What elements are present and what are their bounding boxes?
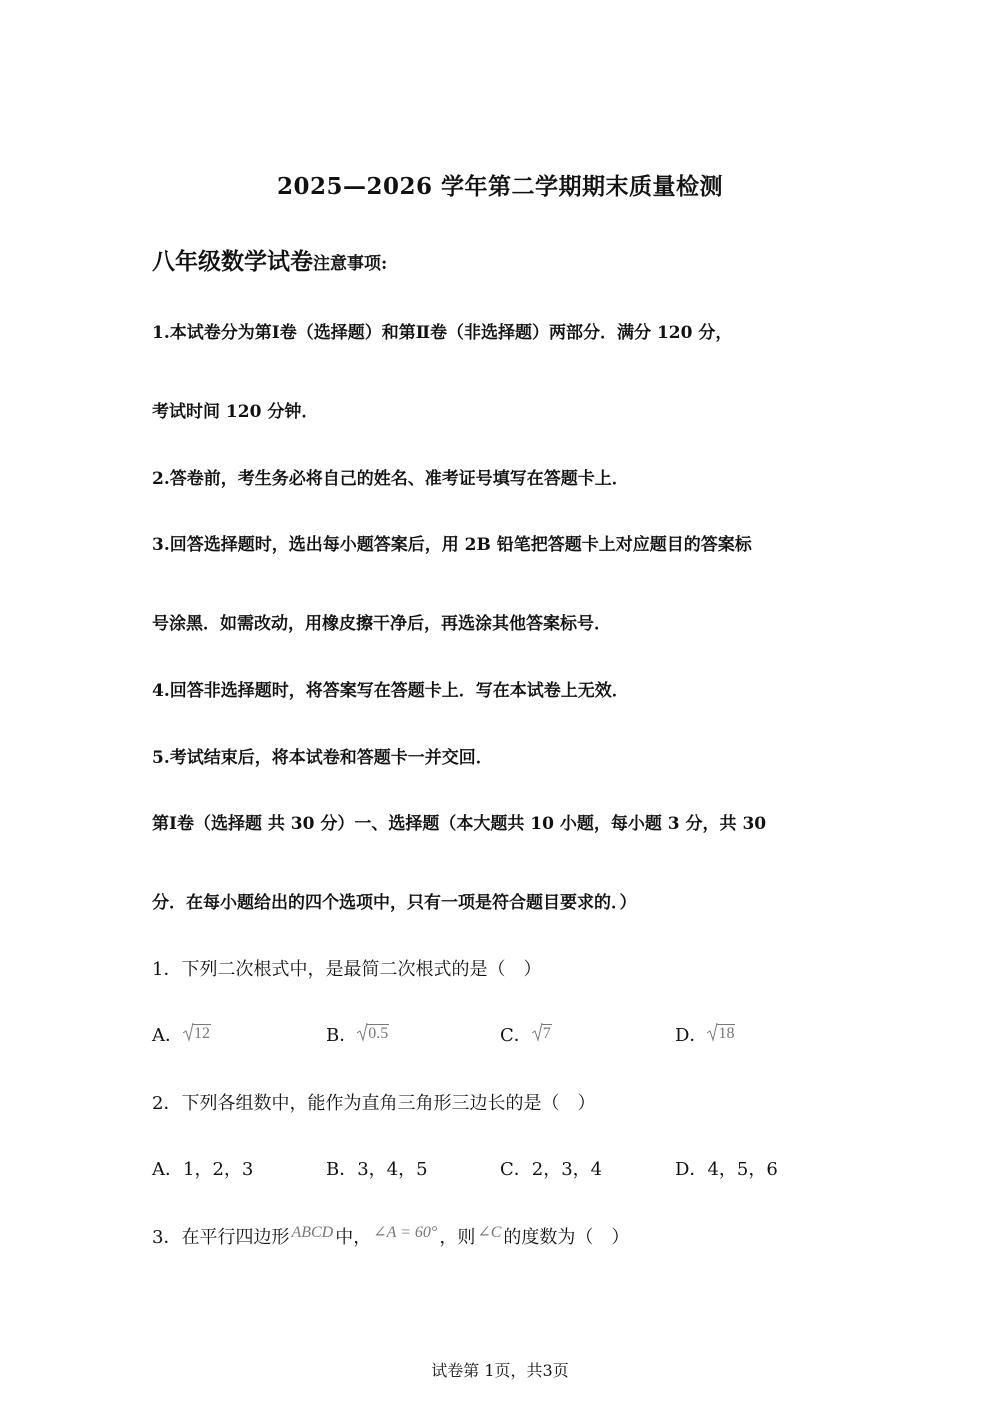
sqrt-symbol (183, 1022, 211, 1043)
radicand: 7 (542, 1025, 551, 1042)
stem-text: 3．在平行四边形 (152, 1227, 290, 1248)
instruction-5: 5.考试结束后，将本试卷和答题卡一并交回． (152, 748, 493, 768)
question-2-option-c (500, 1155, 602, 1181)
sqrt-symbol (532, 1022, 552, 1043)
subtitle-line (152, 243, 387, 276)
instruction-1a: 1.本试卷分为第Ⅰ卷（选择题）和第Ⅱ卷（非选择题）两部分．满分 120 分， (152, 323, 733, 343)
notice-label: 注意事项: (313, 254, 388, 274)
stem-text: ，则 (439, 1227, 476, 1248)
instruction-2: 2.答卷前，考生务必将自己的姓名、准考证号填写在答题卡上． (152, 469, 629, 489)
option-label: D． (675, 1159, 708, 1180)
option-text: 2，3，4 (531, 1159, 603, 1180)
option-label: B． (326, 1025, 358, 1046)
question-1-option-d (675, 1021, 735, 1047)
grade-title: 八年级数学试卷 (152, 248, 313, 275)
math-angle-c: ∠C (477, 1224, 502, 1241)
question-2-option-d (675, 1155, 778, 1181)
option-label: C． (500, 1025, 532, 1046)
option-text: 3，4，5 (357, 1159, 428, 1180)
exam-title: 2025—2026 学年第二学期期末质量检测 (276, 173, 724, 200)
instruction-4: 4.回答非选择题时，将答案写在答题卡上．写在本试卷上无效． (152, 681, 629, 701)
instruction-3b: 号涂黑．如需改动，用橡皮擦干净后，再选涂其他答案标号． (152, 614, 611, 634)
question-2-option-a (152, 1155, 253, 1181)
question-1-option-c (500, 1021, 552, 1047)
stem-text: 中， (335, 1227, 372, 1248)
option-label: C． (500, 1159, 532, 1180)
stem-text: 的度数为（ ） (503, 1227, 630, 1248)
question-1-option-b (326, 1021, 389, 1047)
question-3-stem (152, 1222, 629, 1249)
question-2-option-b (326, 1155, 428, 1181)
option-label: D． (675, 1025, 708, 1046)
sqrt-symbol (707, 1022, 735, 1043)
instruction-1b: 考试时间 120 分钟． (152, 402, 319, 422)
sqrt-symbol (357, 1022, 389, 1043)
question-1-stem: 1．下列二次根式中，是最简二次根式的是（ ） (152, 959, 542, 980)
option-text: 1，2，3 (183, 1159, 254, 1180)
radicand: 12 (194, 1025, 210, 1042)
math-parallelogram: ABCD (291, 1224, 334, 1241)
option-label: A． (152, 1159, 183, 1180)
radicand: 0.5 (368, 1025, 389, 1042)
instruction-3a: 3.回答选择题时，选出每小题答案后，用 2B 铅笔把答题卡上对应题目的答案标 (152, 535, 752, 555)
page-footer: 试卷第 1页，共3页 (431, 1361, 569, 1380)
option-text: 4，5，6 (707, 1159, 778, 1180)
section-heading-line1: 第Ⅰ卷（选择题 共 30 分）一、选择题（本大题共 10 小题，每小题 3 分，共 30 (152, 814, 767, 834)
option-label: B． (326, 1159, 358, 1180)
radicand: 18 (718, 1025, 735, 1042)
question-2-stem: 2．下列各组数中，能作为直角三角形三边长的是（ ） (152, 1093, 596, 1114)
math-angle-a: ∠A = 60° (373, 1224, 438, 1241)
option-label: A． (152, 1025, 183, 1046)
question-1-option-a (152, 1021, 211, 1047)
section-heading-line2: 分．在每小题给出的四个选项中，只有一项是符合题目要求的．） (152, 893, 637, 913)
